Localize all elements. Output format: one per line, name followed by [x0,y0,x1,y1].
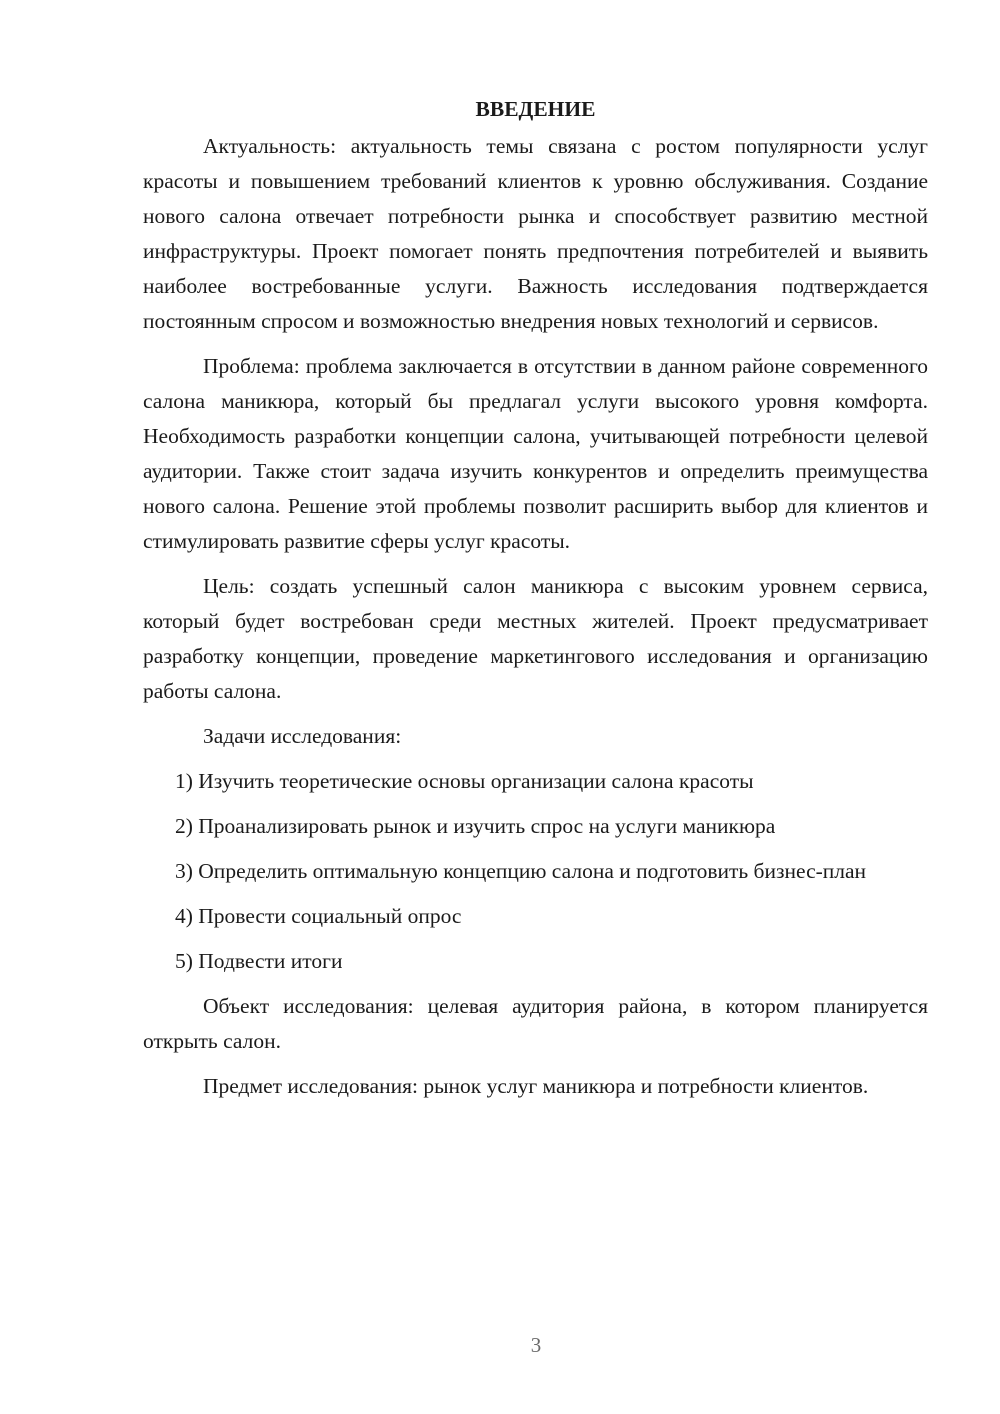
task-item: 3) Определить оптимальную концепцию салона и подготовить бизнес-план [175,859,867,883]
task-item: 1) Изучить теоретические основы организации салона красоты [175,769,754,793]
task-item: 5) Подвести итоги [175,949,343,973]
goal-paragraph: Цель: создать успешный салон маникюра с высоким уровнем сервиса, который будет востребован среди местных жителей. Проект предусматривает разработку концепции, проведение маркетингового исследования и организацию работы салона. [143,574,928,703]
section-heading: ВВЕДЕНИЕ [475,97,596,121]
document-page [143,92,928,1114]
tasks-list [143,764,928,979]
relevance-paragraph: Актуальность: актуальность темы связана с ростом популярности услуг красоты и повышением требований клиентов к уровню обслуживания. Создание нового салона отвечает потребности рынка и способствует развитию местной инфраструктуры. Проект помогает понять предпочтения потребителей и выявить наиболее востребованные услуги. Важность исследования подтверждается постоянным спросом и возможностью внедрения новых технологий и сервисов. [143,134,928,333]
task-item: 4) Провести социальный опрос [175,904,462,928]
problem-paragraph: Проблема: проблема заключается в отсутствии в данном районе современного салона маникюра, который бы предлагал услуги высокого уровня комфорта. Необходимость разработки концепции салона, учитывающей потребности целевой аудитории. Также стоит задача изучить конкурентов и определить преимущества нового салона. Решение этой проблемы позволит расширить выбор для клиентов и стимулировать развитие сферы услуг красоты. [143,354,928,553]
task-item: 2) Проанализировать рынок и изучить спрос на услуги маникюра [175,814,776,838]
page-number: 3 [530,1333,542,1357]
subject-paragraph: Предмет исследования: рынок услуг маникюра и потребности клиентов. [203,1074,869,1098]
tasks-title: Задачи исследования: [203,724,402,748]
object-paragraph: Объект исследования: целевая аудитория района, в котором планируется открыть салон. [143,994,928,1053]
